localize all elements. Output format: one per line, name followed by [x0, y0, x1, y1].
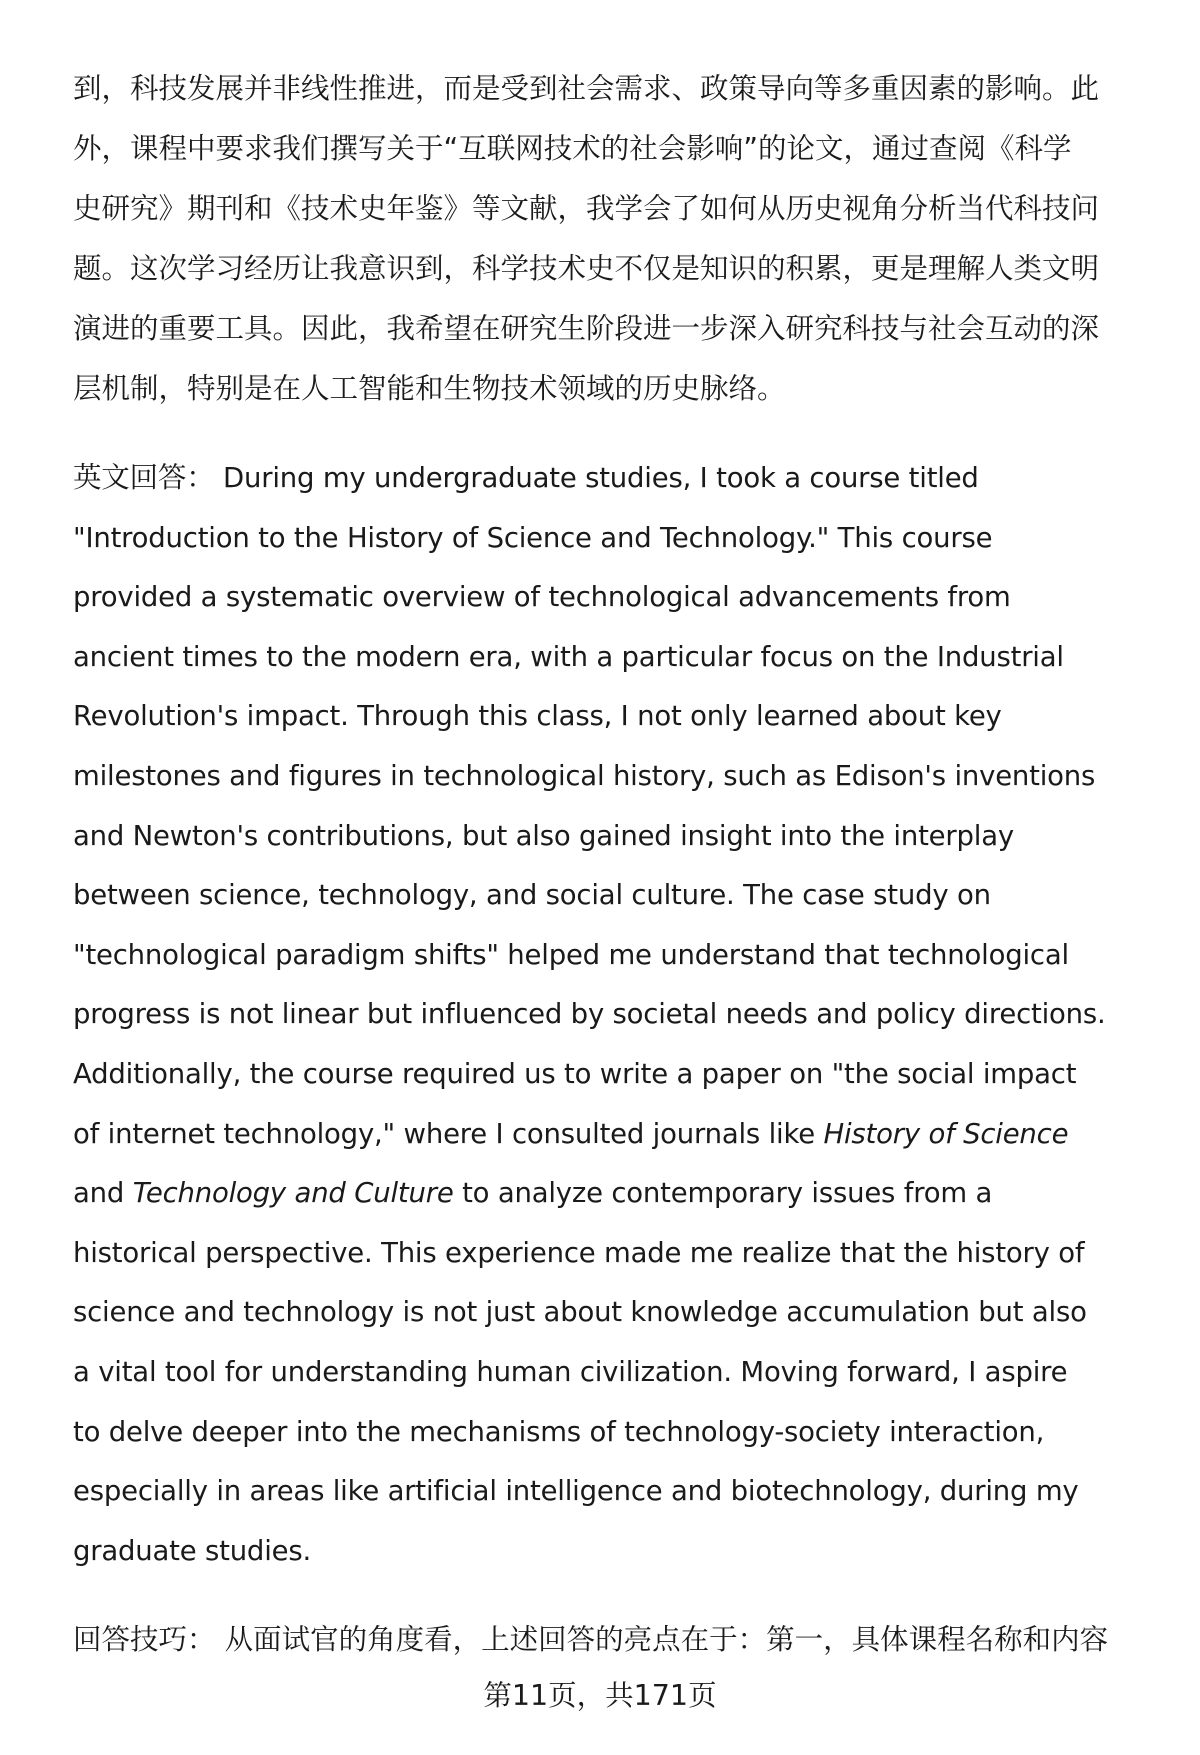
text-line: progress is not linear but influenced by societal needs and policy directions. — [73, 998, 1106, 1031]
text-line: science and technology is not just about knowledge accumulation but also — [73, 1296, 1087, 1329]
text-line — [73, 448, 979, 508]
text-span: to analyze contemporary issues from a — [453, 1177, 993, 1210]
text-line: "technological paradigm shifts" helped me understand that technological — [73, 938, 1069, 971]
text-line: "Introduction to the History of Science and Technology." This course — [73, 521, 993, 554]
text-line — [73, 1104, 1068, 1164]
english-answer-label: 英文回答： — [73, 461, 215, 494]
text-line: 到，科技发展并非线性推进，而是受到社会需求、政策导向等多重因素的影响。此 — [73, 72, 1100, 105]
text-span: During my undergraduate studies, I took a course titled — [214, 462, 979, 494]
text-line: 演进的重要工具。因此，我希望在研究生阶段进一步深入研究科技与社会互动的深 — [73, 312, 1100, 345]
text-span: 从面试官的角度看，上述回答的亮点在于：第一，具体课程名称和内容 — [215, 1623, 1109, 1656]
text-line: historical perspective. This experience made me realize that the history of — [73, 1236, 1085, 1269]
text-line: milestones and figures in technological history, such as Edison's inventions — [73, 760, 1096, 792]
answer-tips — [73, 1610, 1108, 1670]
text-line: Revolution's impact. Through this class, I not only learned about key — [73, 700, 1002, 733]
text-line: 题。这次学习经历让我意识到，科学技术史不仅是知识的积累，更是理解人类文明 — [73, 252, 1100, 285]
text-line: a vital tool for understanding human civilization. Moving forward, I aspire — [73, 1356, 1068, 1388]
text-line: to delve deeper into the mechanisms of technology-society interaction, — [73, 1415, 1045, 1448]
text-span: and — [73, 1177, 133, 1210]
answer-tips-label: 回答技巧： — [73, 1623, 216, 1656]
page-number: 第11页，共171页 — [483, 1679, 717, 1712]
journal-title: Technology and Culture — [132, 1177, 454, 1210]
text-line: and Newton's contributions, but also gained insight into the interplay — [73, 819, 1014, 852]
text-line — [73, 1163, 992, 1223]
text-line: 层机制，特别是在人工智能和生物技术领域的历史脉络。 — [73, 372, 786, 405]
text-line: ancient times to the modern era, with a particular focus on the Industrial — [73, 640, 1064, 673]
journal-title: History of Science — [823, 1117, 1069, 1150]
text-span: of internet technology," where I consulted journals like — [73, 1117, 824, 1150]
text-line: Additionally, the course required us to write a paper on "the social impact — [73, 1058, 1077, 1090]
text-line: 外，课程中要求我们撰写关于“互联网技术的社会影响”的论文，通过查阅《科学 — [73, 132, 1072, 165]
text-line: provided a systematic overview of technological advancements from — [73, 581, 1011, 614]
text-line: especially in areas like artificial intelligence and biotechnology, during my — [73, 1475, 1079, 1508]
text-line: 史研究》期刊和《技术史年鉴》等文献，我学会了如何从历史视角分析当代科技问 — [73, 192, 1100, 225]
text-line: between science, technology, and social culture. The case study on — [73, 879, 991, 912]
text-line: graduate studies. — [73, 1534, 312, 1567]
